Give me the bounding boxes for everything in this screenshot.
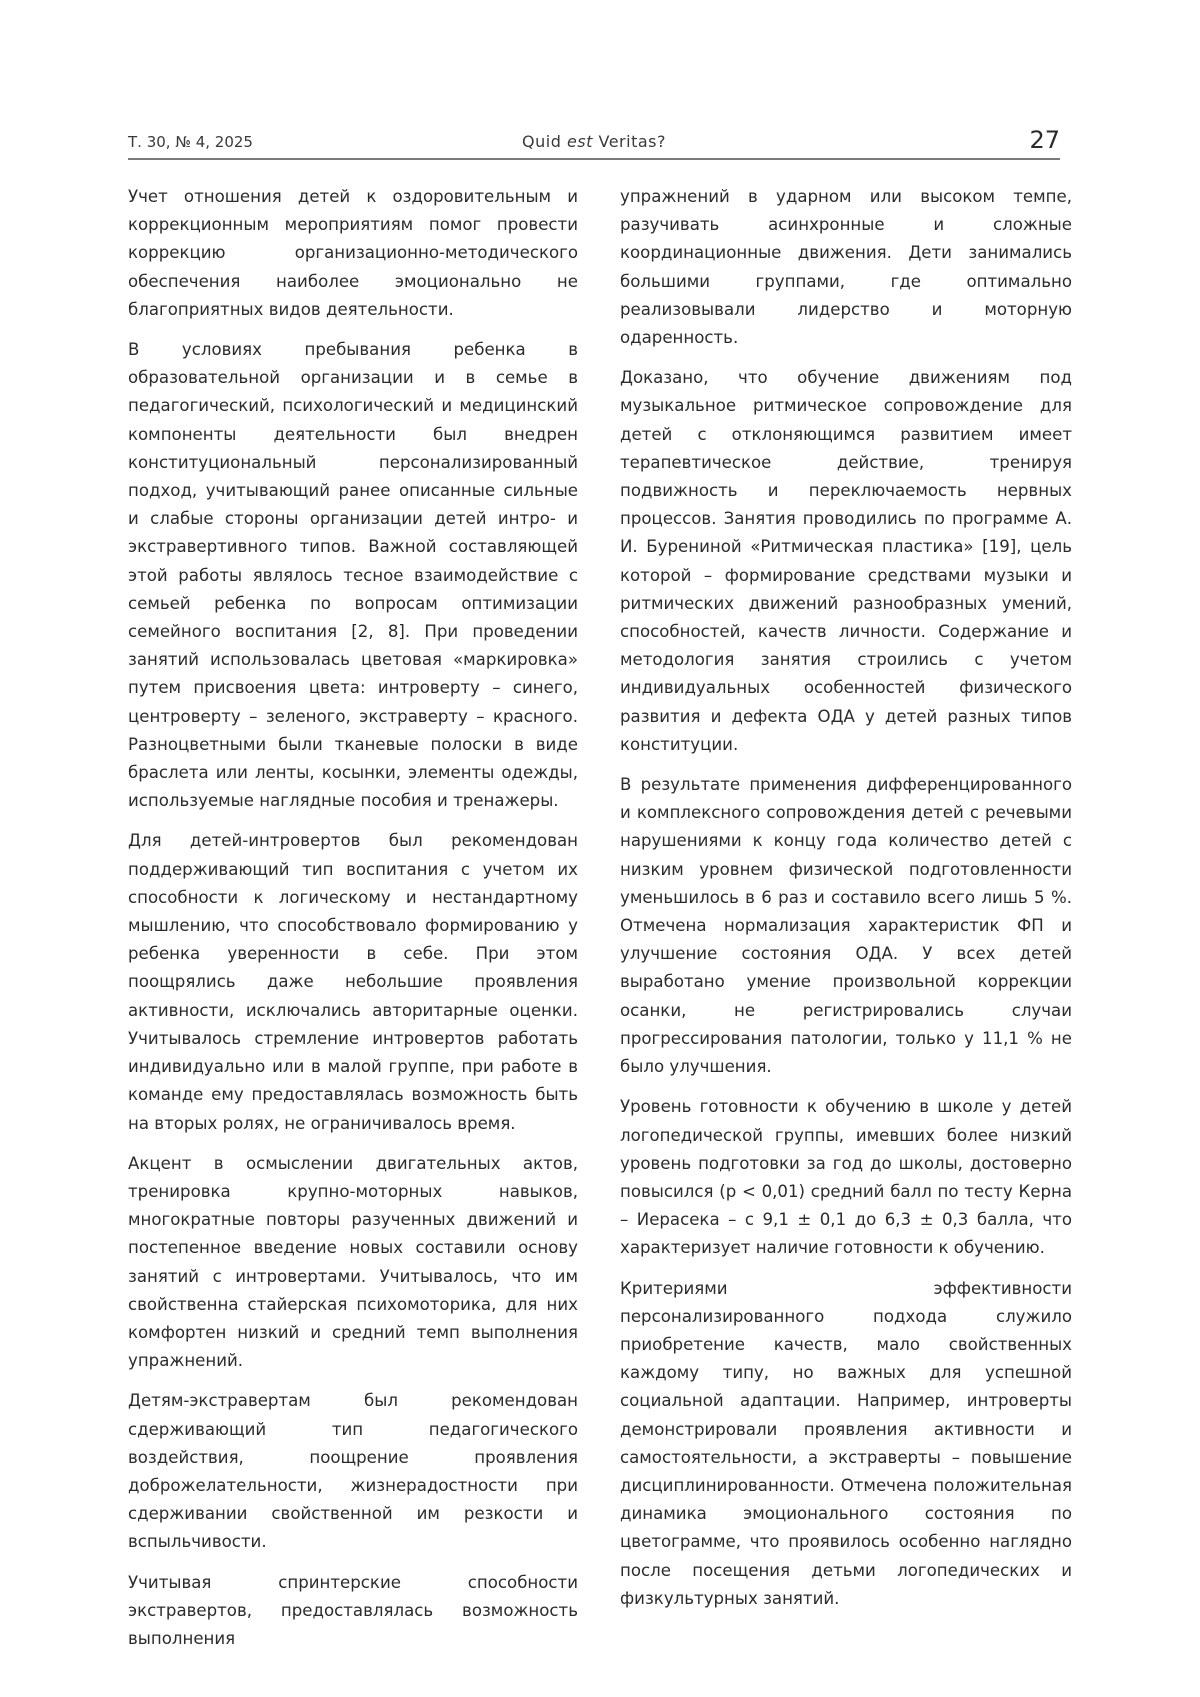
paragraph: Акцент в осмыслении двигательных актов, тренировка крупно-моторных навыков, многократные повторы разученных движений и постепенное введение новых составили основу занятий с интровертами. Учитывалось, что им свойственна стайерская психомоторика, для них комфортен низкий и средний темп выполнения упражнений. [128,1153,578,1371]
running-header [128,118,1060,160]
paragraph: Учитывая спринтерские способности экстравертов, предоставлялась возможность выполнения [128,1572,578,1648]
paragraph: В условиях пребывания ребенка в образовательной организации и в семье в педагогический, психологический и медицинский компоненты деятельности был внедрен конституциональный персонализированный подход, учитывающий ранее описанные сильные и слабые стороны организации детей интро- и экстравертивного типов. Важной составляющей этой работы являлось тесное взаимодействие с семьей ребенка по вопросам оптимизации семейного воспитания [2, 8]. При проведении занятий использовалась цветовая «маркировка» путем присвоения цвета: интроверту – синего, центровертy – зеленого, экстраверту – красного. Разноцветными были тканевые полоски в виде браслета или ленты, косынки, элементы одежды, используемые наглядные пособия и тренажеры. [128,340,578,811]
paragraph: Детям-экстравертам был рекомендован сдерживающий тип педагогического воздействия, поощрение проявления доброжелательности, жизнерадостности при сдерживании свойственной им резкости и вспыльчивости. [128,1391,578,1552]
paragraph: упражнений в ударном или высоком темпе, разучивать асинхронные и сложные координационные движения. Дети занимались большими группами, где оптимально реализовывали лидерство и моторную одаренность. [620,187,1072,348]
paragraph: В результате применения дифференцированного и комплексного сопровождения детей с речевыми нарушениями к концу года количество детей с низким уровнем физической подготовленности уменьшилось в 6 раз и составило всего лишь 5 %. Отмечена нормализация характеристик ФП и улучшение состояния ОДА. У всех детей выработано умение произвольной коррекции осанки, не регистрировались случаи прогрессирования патологии, только у 11,1 % не было улучшения. [620,775,1072,1077]
paragraph: Учет отношения детей к оздоровительным и коррекционным мероприятиям помог провести коррекцию организационно-методического обеспечения наиболее эмоционально не благоприятных видов деятельности. [128,187,578,319]
page-number: 27 [1029,126,1060,154]
volume-issue: Т. 30, № 4, 2025 [128,133,253,151]
paragraph: Уровень готовности к обучению в школе у детей логопедической группы, имевших более низкий уровень подготовки за год до школы, достоверно повысился (p < 0,01) средний балл по тесту Керна – Иерасека – с 9,1 ± 0,1 до 6,3 ± 0,3 балла, что характеризует наличие готовности к обучению. [620,1097,1072,1258]
left-column [128,183,578,1665]
paragraph: Критериями эффективности персонализированного подхода служило приобретение качеств, мало свойственных каждому типу, но важных для успешной социальной адаптации. Например, интроверты демонстрировали проявления активности и самостоятельности, а экстраверты – повышение дисциплинированности. Отмечена положительная динамика эмоционального состояния по цветограмме, что проявилось особенно наглядно после посещения детьми логопедических и физкультурных занятий. [620,1278,1072,1608]
paragraph: Доказано, что обучение движениям под музыкальное ритмическое сопровождение для детей с отклоняющимся развитием имеет терапевтическое действие, тренируя подвижность и переключаемость нервных процессов. Занятия проводились по программе А. И. Бурениной «Ритмическая пластика» [19], цель которой – формирование средствами музыки и ритмических движений разнообразных умений, способностей, качеств личности. Содержание и методология занятия строились с учетом индивидуальных особенностей физического развития и дефекта ОДА у детей разных типов конституции. [620,368,1072,754]
journal-title: Quid est Veritas? [522,132,666,151]
right-column [620,183,1072,1625]
paragraph: Для детей-интровертов был рекомендован поддерживающий тип воспитания с учетом их способности к логическому и нестандартному мышлению, что способствовало формированию у ребенка уверенности в себе. При этом поощрялись даже небольшие проявления активности, исключались авторитарные оценки. Учитывалось стремление интровертов работать индивидуально или в малой группе, при работе в команде ему предоставлялась возможность быть на вторых ролях, не ограничивалось время. [128,831,578,1133]
